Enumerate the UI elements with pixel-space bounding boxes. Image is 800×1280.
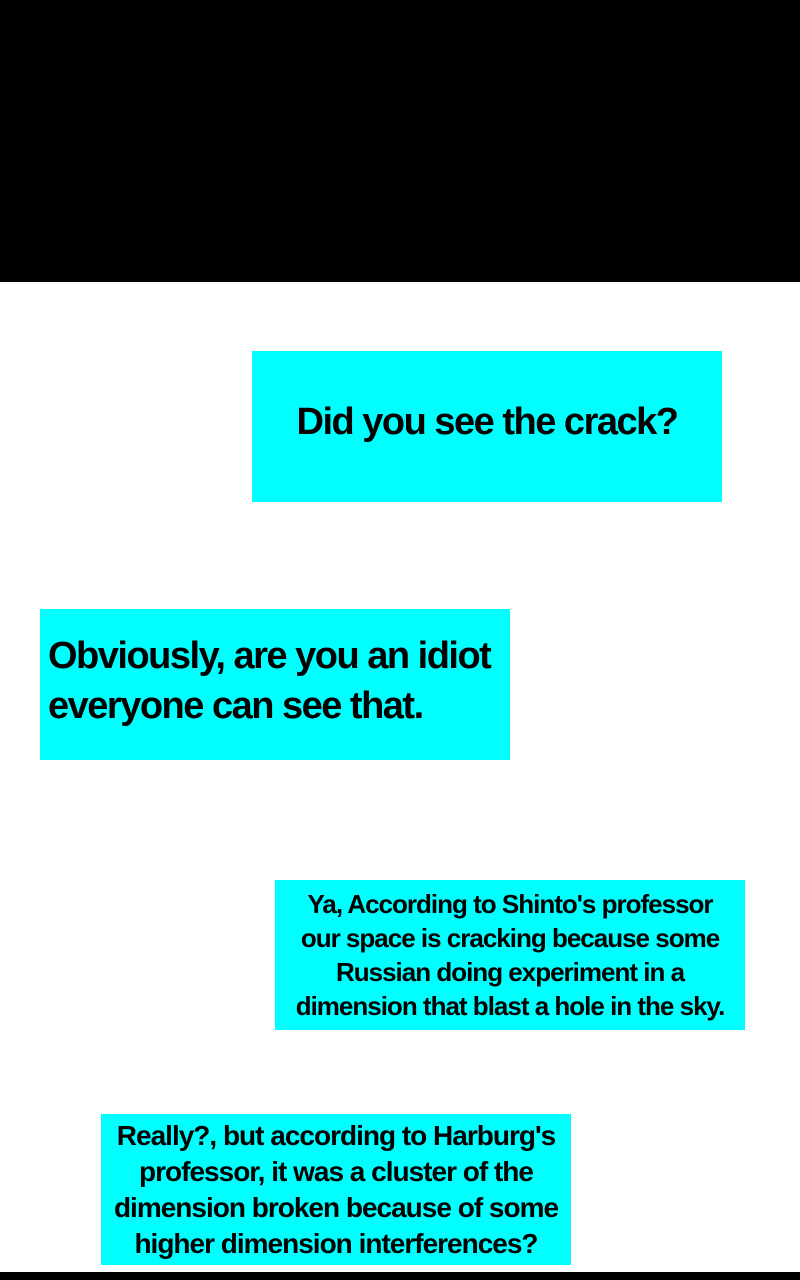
speech-text: Ya, According to Shinto's professor xyxy=(307,889,713,919)
speech-text: our space is cracking because some xyxy=(300,923,720,953)
speech-bubble-1 xyxy=(252,351,722,502)
speech-bubble-2 xyxy=(40,609,510,760)
speech-text: dimension that blast a hole in the sky. xyxy=(295,991,725,1021)
speech-text: Obviously, are you an idiot xyxy=(48,634,491,677)
speech-text: everyone can see that. xyxy=(48,684,423,727)
top-black-panel xyxy=(0,0,800,282)
speech-text: professor, it was a cluster of the xyxy=(139,1155,533,1187)
speech-text: Really?, but according to Harburg's xyxy=(116,1119,556,1151)
speech-text: Did you see the crack? xyxy=(296,400,678,443)
speech-bubble-3 xyxy=(275,880,745,1030)
next-panel-top-edge xyxy=(0,1272,800,1280)
speech-bubble-4 xyxy=(101,1114,571,1265)
speech-text: dimension broken because of some xyxy=(113,1191,559,1223)
speech-text: Russian doing experiment in a xyxy=(335,957,685,987)
speech-text: higher dimension interferences? xyxy=(134,1227,538,1259)
